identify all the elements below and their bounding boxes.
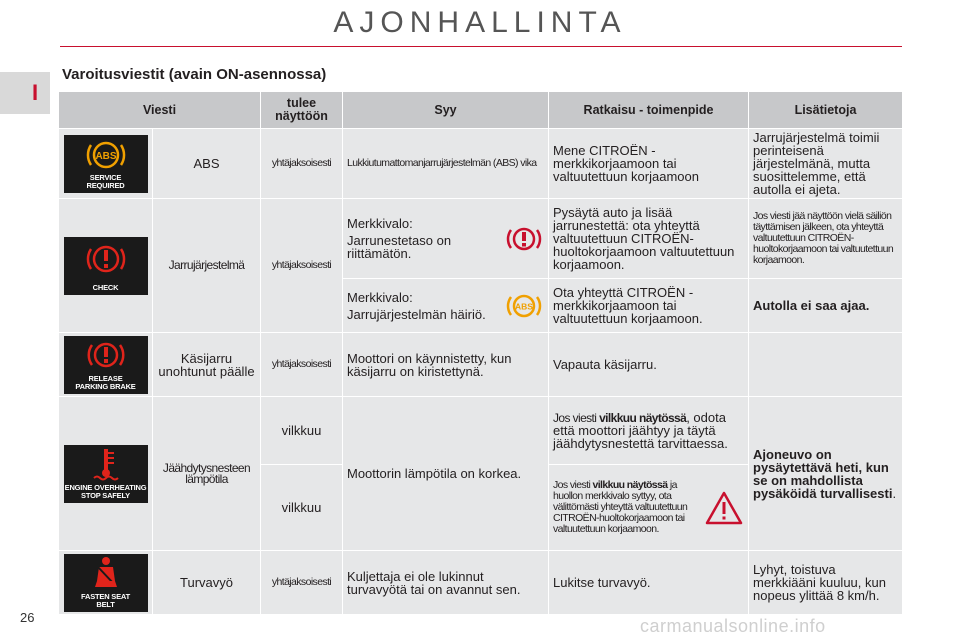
table-row	[59, 199, 903, 279]
coolant-ratkaisu-2: Jos viesti vilkkuu näytössä ja huollon merkkivalo syttyy, ota välittömästi yhteyttä valtuutettuun CITROËN-huoltokorjaamoon tai valtuutettuun korjaamoon.	[549, 465, 749, 551]
brake-b-ratkaisu: Ota yhteyttä CITROËN -merkkikorjaamoon tai valtuutettuun korjaamoon.	[549, 279, 749, 333]
brake-a-ratkaisu: Pysäytä auto ja lisää jarrunestettä: ota yhteyttä valtuutettuun CITROËN-huoltokorjaamoon valtuutettuun korjaamoon.	[549, 199, 749, 279]
svg-text:ABS: ABS	[94, 150, 117, 162]
brake-icon-caption: CHECK	[92, 282, 119, 292]
brake-viesti: Jarrujärjestelmä	[153, 199, 261, 333]
coolant-tulee-2: vilkkuu	[261, 465, 343, 551]
coolant-icon-caption-1: ENGINE OVERHEATING	[64, 482, 147, 492]
seatbelt-icon-cell	[59, 551, 153, 615]
parking-icon-caption-1: RELEASE	[88, 373, 123, 383]
table-row	[59, 129, 903, 199]
brake-tulee: yhtäjaksoisesti	[261, 199, 343, 333]
chapter-tab-label: I	[32, 80, 39, 105]
header-ratkaisu: Ratkaisu - toimenpide	[549, 92, 749, 129]
red-brake-icon	[504, 224, 544, 254]
coolant-ratkaisu-1: Jos viesti vilkkuu näytössä, odota että moottori jäähtyy ja täytä jäähdytysnestettä tarvittaessa.	[549, 397, 749, 465]
header-viesti: Viesti	[59, 92, 261, 129]
seatbelt-icon-caption-1: FASTEN SEAT	[81, 591, 130, 601]
title-rule	[60, 46, 902, 47]
header-syy: Syy	[343, 92, 549, 129]
coolant-viesti: Jäähdytysnesteen lämpötila	[153, 397, 261, 551]
parking-ratkaisu: Vapauta käsijarru.	[549, 333, 749, 397]
parking-lisatietoja	[749, 333, 903, 397]
seatbelt-tulee: yhtäjaksoisesti	[261, 551, 343, 615]
parking-viesti: Käsijarru unohtunut päälle	[153, 333, 261, 397]
brake-a-syy-label: Merkkivalo:	[347, 216, 413, 231]
brake-b-syy-text: Jarrujärjestelmän häiriö.	[347, 306, 486, 322]
table-row	[59, 551, 903, 615]
brake-b-syy	[343, 279, 549, 333]
brake-b-lisatietoja: Autolla ei saa ajaa.	[749, 279, 903, 333]
watermark: carmanualsonline.info	[640, 616, 826, 636]
seatbelt-viesti: Turvavyö	[153, 551, 261, 615]
table-row	[59, 333, 903, 397]
warning-triangle-icon	[704, 490, 744, 526]
abs-syy: Lukkiutumattomanjarrujärjestelmän (ABS) vika	[343, 129, 549, 199]
coolant-icon-cell	[59, 397, 153, 551]
brake-warning-icon	[64, 237, 148, 295]
parking-icon-cell	[59, 333, 153, 397]
abs-warning-icon	[64, 135, 148, 193]
seatbelt-syy: Kuljettaja ei ole lukinnut turvavyötä tai on avannut sen.	[343, 551, 549, 615]
coolant-syy: Moottorin lämpötila on korkea.	[343, 397, 549, 551]
header-lisatietoja: Lisätietoja	[749, 92, 903, 129]
parking-tulee: yhtäjaksoisesti	[261, 333, 343, 397]
brake-a-lisatietoja: Jos viesti jää näyttöön vielä säiliön täyttämisen jälkeen, ota yhteyttä valtuutettuun CITROËN-huoltokorjaamoon tai valtuutettuun korjaamoon.	[749, 199, 903, 279]
seatbelt-ratkaisu: Lukitse turvavyö.	[549, 551, 749, 615]
parking-brake-warning-icon	[64, 336, 148, 394]
coolant-temperature-icon	[64, 445, 148, 503]
svg-text:ABS: ABS	[515, 301, 533, 311]
abs-lisatietoja: Jarrujärjestelmä toimii perinteisenä järjestelmänä, mutta suosittelemme, että autolla ei ajeta.	[749, 129, 903, 199]
abs-viesti: ABS	[153, 129, 261, 199]
warning-messages-table	[58, 91, 903, 615]
seatbelt-lisatietoja: Lyhyt, toistuva merkkiääni kuuluu, kun nopeus ylittää 8 km/h.	[749, 551, 903, 615]
parking-icon-caption-2: PARKING BRAKE	[75, 381, 136, 391]
seatbelt-warning-icon	[64, 554, 148, 612]
abs-icon-caption: SERVICE REQUIRED	[86, 172, 125, 190]
coolant-lisatietoja: Ajoneuvo on pysäytettävä heti, kun se on mahdollista pysäköidä turvallisesti.	[749, 397, 903, 551]
header-tulee: tulee näyttöön	[261, 92, 343, 129]
page-title: AJONHALLINTA	[333, 6, 627, 39]
amber-abs-icon	[504, 291, 544, 321]
coolant-tulee-1: vilkkuu	[261, 397, 343, 465]
brake-a-syy-text: Jarrunestetaso on riittämätön.	[347, 233, 452, 261]
coolant-icon-caption-2: STOP SAFELY	[81, 490, 130, 500]
abs-icon-cell	[59, 129, 153, 199]
abs-ratkaisu: Mene CITROËN -merkkikorjaamoon tai valtuutettuun korjaamoon	[549, 129, 749, 199]
table-header-row	[59, 92, 903, 129]
brake-icon-cell	[59, 199, 153, 333]
seatbelt-icon-caption-2: BELT	[96, 599, 115, 609]
table-row	[59, 397, 903, 465]
page-number: 26	[20, 610, 35, 625]
section-heading: Varoitusviestit (avain ON-asennossa)	[62, 66, 327, 83]
chapter-tab	[0, 72, 50, 114]
parking-syy: Moottori on käynnistetty, kun käsijarru on kiristettynä.	[343, 333, 549, 397]
brake-a-syy	[343, 199, 549, 279]
brake-b-syy-label: Merkkivalo:	[347, 289, 413, 305]
abs-tulee: yhtäjaksoisesti	[261, 129, 343, 199]
